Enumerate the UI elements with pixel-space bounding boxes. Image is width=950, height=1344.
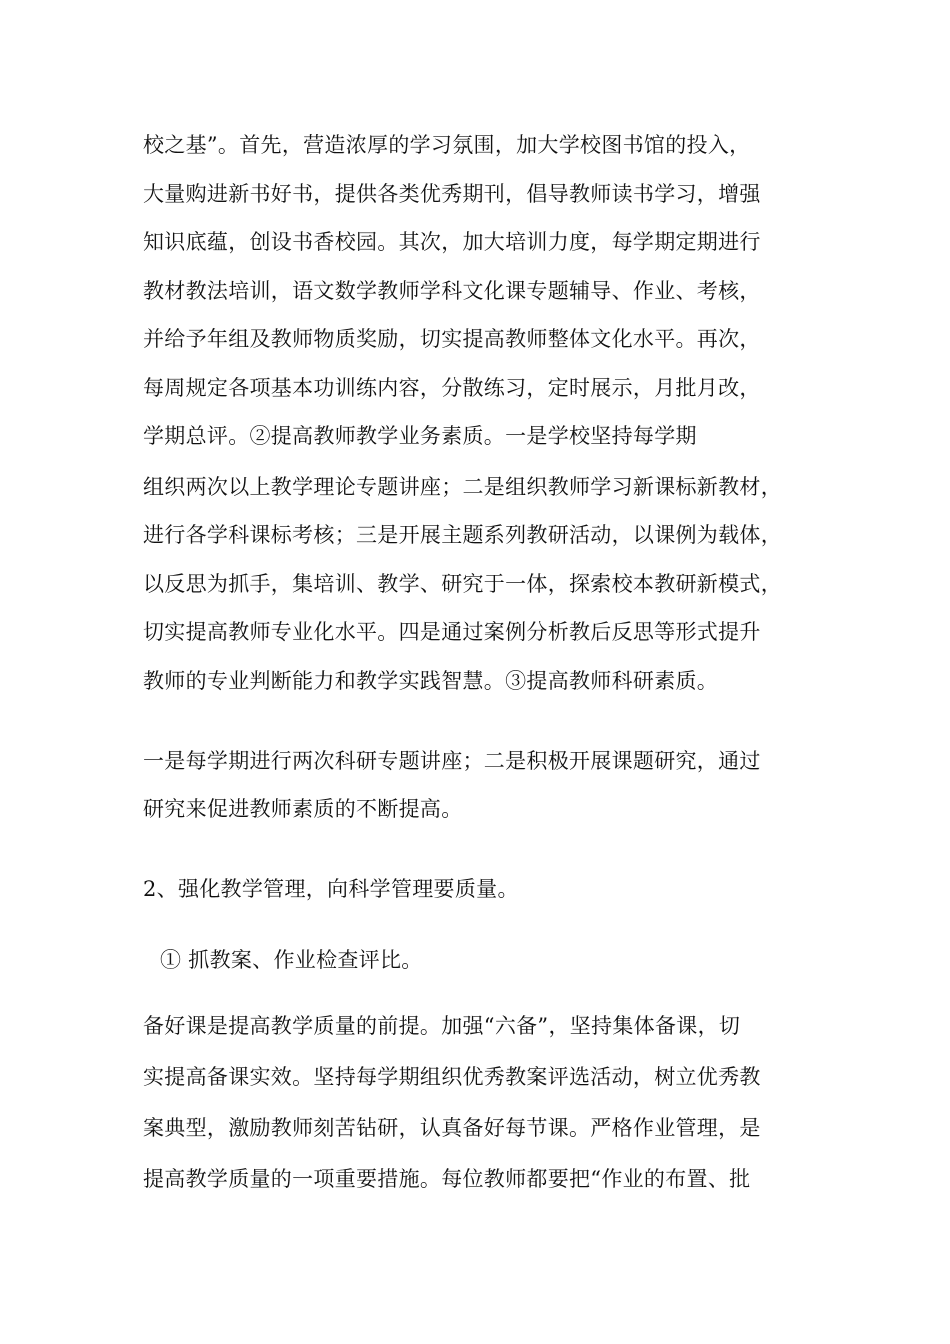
text-line: 切实提高教师专业化水平。四是通过案例分析教后反思等形式提升: [143, 620, 761, 644]
text-line: 每周规定各项基本功训练内容，分散练习，定时展示，月批月改，: [143, 376, 761, 400]
text-line: 组织两次以上教学理论专题讲座；二是组织教师学习新课标新教材，: [143, 475, 782, 499]
text-line: 并给予年组及教师物质奖励，切实提高教师整体文化水平。再次，: [143, 327, 761, 351]
text-line: 教材教法培训，语文数学教师学科文化课专题辅导、作业、考核，: [143, 279, 761, 303]
text-line: 以反思为抓手，集培训、教学、研究于一体，探索校本教研新模式，: [143, 572, 782, 596]
text-line: 实提高备课实效。坚持每学期组织优秀教案评选活动，树立优秀教: [143, 1065, 761, 1089]
subsection-heading: ① 抓教案、作业检查评比。: [160, 948, 423, 972]
text-line: 进行各学科课标考核；三是开展主题系列教研活动，以课例为载体，: [143, 523, 782, 547]
text-line: 教师的专业判断能力和教学实践智慧。③提高教师科研素质。: [143, 669, 719, 693]
section-heading: 2、强化教学管理，向科学管理要质量。: [143, 877, 519, 901]
text-line: 校之基”。首先，营造浓厚的学习氛围，加大学校图书馆的投入，: [143, 133, 751, 157]
text-line: 一是每学期进行两次科研专题讲座；二是积极开展课题研究，通过: [143, 749, 761, 773]
text-line: 大量购进新书好书，提供各类优秀期刊，倡导教师读书学习，增强: [143, 182, 761, 206]
text-line: 知识底蕴，创设书香校园。其次，加大培训力度，每学期定期进行: [143, 230, 761, 254]
text-line: 备好课是提高教学质量的前提。加强“六备”，坚持集体备课，切: [143, 1014, 741, 1038]
text-line: 案典型，激励教师刻苦钻研，认真备好每节课。严格作业管理，是: [143, 1116, 761, 1140]
text-line: 学期总评。②提高教师教学业务素质。一是学校坚持每学期: [143, 424, 697, 448]
text-line: 提高教学质量的一项重要措施。每位教师都要把“作业的布置、批: [143, 1167, 751, 1191]
text-line: 研究来促进教师素质的不断提高。: [143, 797, 463, 821]
